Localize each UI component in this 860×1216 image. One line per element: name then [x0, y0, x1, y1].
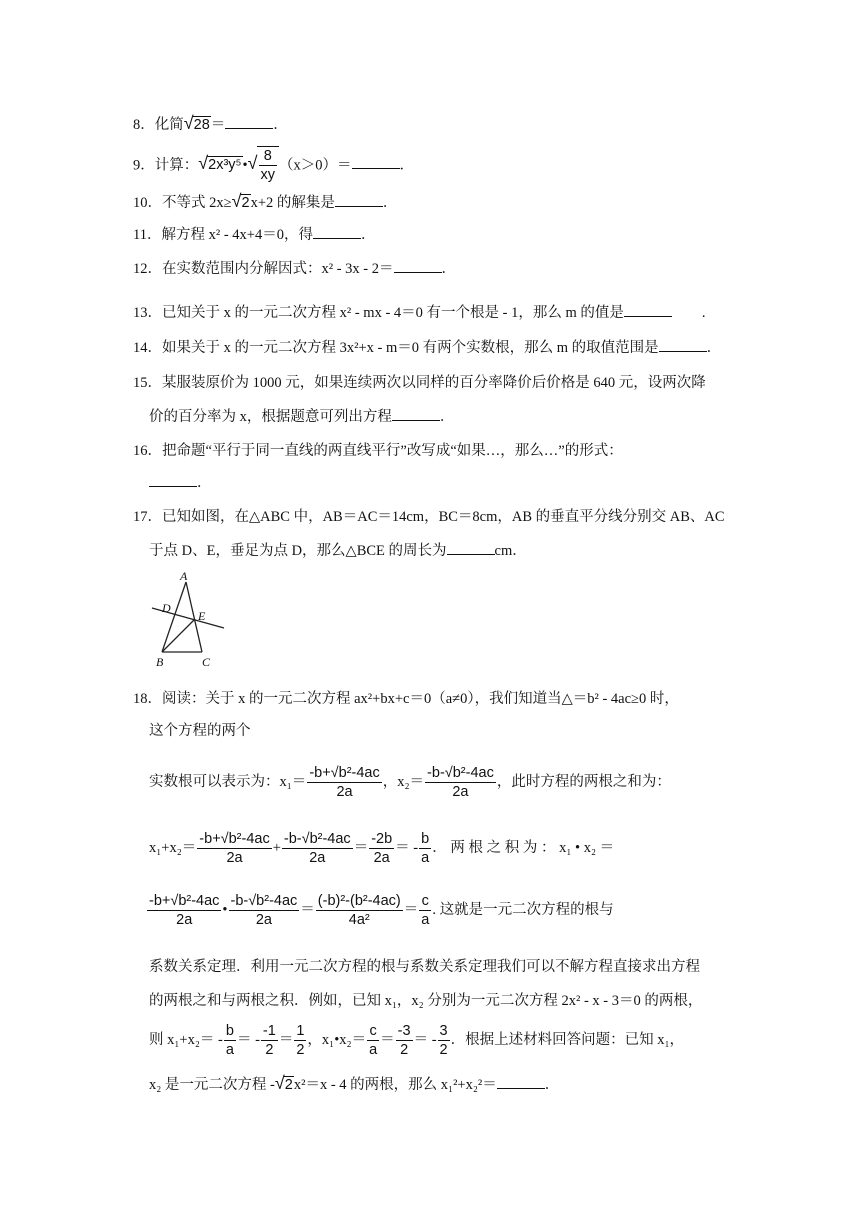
numerator: -b+√b²-4ac: [309, 765, 380, 782]
denominator: 2a: [176, 912, 193, 929]
problem-16-cont: [149, 472, 212, 494]
period: ．: [706, 340, 722, 356]
answer-blank[interactable]: [335, 192, 383, 207]
problem-10: [133, 190, 397, 214]
numerator: b: [225, 1023, 234, 1040]
text: ，x₂＝: [382, 774, 425, 790]
problem-13: [133, 302, 706, 324]
radicand-fraction: [257, 146, 280, 184]
answer-blank[interactable]: [225, 114, 273, 129]
text: ＝: [353, 840, 369, 856]
period: ．: [273, 117, 288, 133]
problem-number: 11．: [133, 227, 162, 243]
sqrt-icon: √: [274, 1073, 285, 1093]
problem-18-l7: [149, 990, 702, 1012]
text: ＝ -: [236, 1032, 260, 1048]
answer-blank[interactable]: [392, 406, 440, 421]
fraction: [367, 1022, 379, 1059]
problem-text-2: 于点 D、E，垂足为点 D，那么△BCE 的周长为: [149, 543, 447, 559]
problem-8: [133, 112, 288, 136]
fraction: [369, 830, 394, 867]
numerator: 3: [439, 1023, 448, 1040]
label-a: A: [180, 570, 188, 583]
problem-number: 12．: [133, 261, 162, 277]
label-b: B: [156, 655, 164, 669]
problem-number: 10．: [133, 195, 162, 211]
period: ．: [544, 1077, 560, 1093]
problem-number: 16．: [133, 443, 162, 459]
label-c: C: [202, 655, 211, 669]
answer-blank[interactable]: [352, 154, 400, 169]
triangle-figure: [150, 570, 230, 670]
numerator: -b-√b²-4ac: [230, 893, 298, 910]
denominator: 2a: [226, 850, 243, 867]
problem-text: 如果关于 x 的一元二次方程 3x²+x - m＝0 有两个实数根，那么 m 的取值范围是: [162, 340, 659, 356]
fraction: [396, 1022, 413, 1059]
fraction: [316, 892, 403, 929]
numerator: c: [367, 1022, 379, 1041]
period: ．: [360, 227, 376, 243]
problem-11: [133, 224, 375, 246]
denominator: 2a: [452, 784, 469, 801]
problem-18: [133, 688, 679, 710]
problem-text: 阅读：关于 x 的一元二次方程 ax²+bx+c＝0（a≠0），我们知道当△＝b² - 4ac≥0 时，: [162, 691, 679, 707]
text: 则 x₁+x₂＝ -: [149, 1032, 223, 1048]
condition: （x＞0）＝: [279, 157, 352, 174]
answer-blank[interactable]: [497, 1074, 545, 1089]
problem-text-2: 价的百分率为 x，根据题意可列出方程: [149, 409, 392, 425]
fraction: [438, 1022, 450, 1059]
sqrt-icon: √: [247, 153, 258, 174]
denominator: 2: [439, 1042, 448, 1059]
text: 的两根之和与两根之积．例如，已知 x₁，x₂ 分别为一元二次方程 2x² - x - 3＝0 的两根，: [149, 993, 703, 1009]
radicand: 2: [241, 195, 250, 211]
root-x1: [307, 764, 381, 801]
period: ．: [399, 157, 415, 174]
fraction: [294, 1022, 306, 1059]
text: ，x₁•x₂＝: [307, 1032, 367, 1048]
fraction: [147, 892, 221, 929]
problem-text: 化简: [154, 117, 184, 133]
problem-16: [133, 440, 623, 462]
dot: •: [242, 157, 248, 174]
root-x2: [425, 764, 496, 801]
answer-blank[interactable]: [313, 224, 361, 239]
denominator: 2a: [336, 784, 353, 801]
problem-text: 在实数范围内分解因式：x² - 3x - 2＝: [162, 261, 394, 277]
problem-text: 这个方程的两个: [149, 723, 251, 739]
text: 系数关系定理．利用一元二次方程的根与系数关系定理我们可以不解方程直接求出方程: [149, 959, 700, 975]
problem-text: 不等式 2x≥: [162, 195, 232, 211]
text: ＝ -: [395, 840, 419, 856]
problem-15-cont: [149, 406, 454, 428]
radicand: 2: [284, 1077, 293, 1093]
answer-blank[interactable]: [149, 472, 197, 487]
text: . 这就是一元二次方程的根与: [432, 902, 614, 918]
problem-number: 17．: [133, 509, 162, 525]
problem-18-l4: x₁+x₂＝ $\frac{\text{-b+√b²-4ac}}{2a}$ + $\frac{\text{-b-√b²-4ac}}{2a}$ ＝ $\frac{-2b}{2a}$ ＝ - $\frac{b}{a}$ ． 两 根 之 积 为 ： x₁ • x₂ ＝: [149, 831, 615, 867]
problem-number: 8．: [133, 117, 155, 133]
label-e: E: [198, 609, 206, 623]
numerator: -b-√b²-4ac: [427, 765, 494, 782]
problem-14: [133, 337, 721, 359]
fraction: [229, 892, 300, 929]
text: 实数根可以表示为：x₁＝: [149, 774, 307, 790]
fraction: [197, 830, 271, 867]
label-d: D: [162, 601, 171, 615]
numerator: -b+√b²-4ac: [149, 893, 220, 910]
text: x₁+x₂＝: [149, 840, 197, 856]
period: .: [701, 305, 706, 321]
answer-blank[interactable]: [447, 540, 495, 555]
unit: cm．: [494, 543, 527, 559]
numerator: -b+√b²-4ac: [199, 831, 270, 848]
numerator: b: [421, 831, 430, 848]
numerator: 1: [296, 1023, 305, 1040]
fraction: [419, 830, 431, 867]
denominator: a: [421, 850, 430, 867]
text: ．根据上述材料回答问题：已知 x₁，: [450, 1032, 685, 1048]
problem-number: 15．: [133, 375, 162, 391]
problem-18-l2: [149, 720, 251, 742]
denominator: 2: [400, 1042, 409, 1059]
problem-text-2: x+2 的解集是: [250, 195, 335, 211]
problem-15: [133, 372, 706, 394]
problem-18-l6: [149, 956, 700, 978]
problem-number: 18．: [133, 691, 162, 707]
denominator: xy: [260, 167, 276, 183]
numerator: c: [419, 892, 431, 911]
problem-text: 某服装原价为 1000 元，如果连续两次以同样的百分率降价后价格是 640 元，设两次降: [162, 375, 706, 391]
fraction: [282, 830, 353, 867]
problem-text: 已知关于 x 的一元二次方程 x² - mx - 4＝0 有一个根是 - 1，那么 m 的值是: [162, 305, 624, 321]
denominator: a: [225, 1042, 234, 1059]
equals: ＝: [210, 117, 226, 133]
text: ． 两 根 之 积 为 ： x₁ • x₂ ＝: [432, 840, 615, 856]
problem-18-l5: $\frac{\text{-b+√b²-4ac}}{2a}$ • $\frac{\text{-b-√b²-4ac}}{2a}$ ＝ $\frac{\text{(-b)²-(b²-4ac)}}{\text{4a²}}$ ＝ $\frac{c}{a}$ . 这就是一元二次方程的根与: [149, 893, 614, 929]
answer-blank[interactable]: [394, 258, 442, 273]
denominator: a: [369, 1042, 378, 1059]
fraction: [261, 1022, 278, 1059]
denominator: 2a: [373, 850, 390, 867]
numerator: -1: [262, 1023, 276, 1040]
fraction: [419, 892, 431, 929]
radicand: 2x³y⁵: [208, 157, 242, 174]
period: ．: [382, 195, 398, 211]
problem-text: 计算：: [154, 157, 199, 174]
sqrt-icon: √: [231, 191, 242, 211]
period: ．: [441, 261, 457, 277]
radicand: 28: [193, 117, 210, 133]
problem-number: 9．: [133, 157, 155, 174]
text: x₂ 是一元二次方程 -: [149, 1077, 275, 1093]
problem-17: [133, 506, 725, 528]
numerator: (-b)²-(b²-4ac): [317, 893, 401, 910]
denominator: 2: [296, 1042, 305, 1059]
problem-12: [133, 258, 456, 280]
problem-text: 已知如图，在△ABC 中，AB＝AC＝14cm，BC＝8cm，AB 的垂直平分线分别交 AB、AC: [162, 509, 725, 525]
answer-blank[interactable]: [624, 302, 672, 317]
problem-text: 把命题“平行于同一直线的两直线平行”改写成“如果…，那么…”的形式：: [162, 443, 623, 459]
numerator: -3: [397, 1023, 411, 1040]
fraction: [224, 1022, 236, 1059]
denominator: 2: [265, 1042, 274, 1059]
answer-blank[interactable]: [659, 337, 707, 352]
denominator: 4a²: [348, 912, 370, 929]
problem-text: 解方程 x² - 4x+4＝0，得: [161, 227, 313, 243]
period: ．: [439, 409, 455, 425]
problem-number: 13．: [133, 305, 162, 321]
numerator: 8: [259, 147, 278, 166]
period: ．: [197, 475, 212, 491]
problem-17-cont: [149, 540, 527, 562]
problem-18-l9: [149, 1072, 559, 1096]
problem-18-l8: 则 x₁+x₂＝ - $\frac{b}{a}$ ＝ - $\frac{-1}{2}$ ＝ $\frac{1}{2}$ ，x₁•x₂＝ $\frac{c}{a}$ ＝ $\frac{-3}{2}$ ＝ - $\frac{3}{2}$ ．根据上述材料回答问题：已知 x₁，: [149, 1023, 685, 1059]
text: ，此时方程的两根之和为：: [496, 774, 671, 790]
denominator: 2a: [309, 850, 326, 867]
denominator: 2a: [255, 912, 272, 929]
denominator: a: [421, 912, 430, 929]
problem-9: [133, 146, 414, 184]
text: x²＝x - 4 的两根，那么 x₁²+x₂²＝: [293, 1077, 497, 1093]
problem-18-l3: [149, 760, 671, 804]
sqrt-icon: √: [198, 153, 209, 174]
sqrt-icon: √: [183, 113, 194, 133]
problem-number: 14．: [133, 340, 162, 356]
numerator: -2b: [371, 831, 393, 848]
numerator: -b-√b²-4ac: [283, 831, 351, 848]
